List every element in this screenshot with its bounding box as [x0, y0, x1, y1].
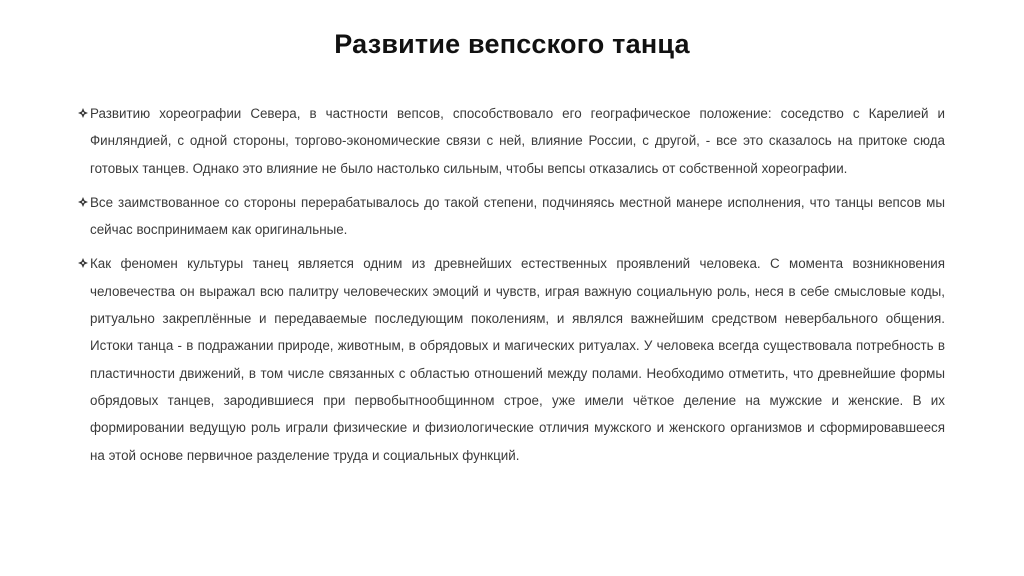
slide-title: Развитие вепсского танца: [334, 29, 690, 59]
diamond-bullet-icon: [78, 250, 90, 277]
bullet-item: [78, 189, 945, 244]
bullet-item: [78, 100, 945, 182]
bullet-item: [78, 250, 945, 468]
bullet-text: Как феномен культуры танец является одним из древнейших естественных проявлений человека. С момента возникновения человечества он выражал всю палитру человеческих эмоций и чувств, играя важную социальную роль, неся в себе смысловые коды, ритуально закреплённые и передаваемые последующим поколениям, и являлся важнейшим средством невербального общения. Истоки танца - в подражании природе, животным, в обрядовых и магических ритуалах. У человека всегда существовала потребность в пластичности движений, в том числе связанных с областью отношений между полами. Необходимо отметить, что древнейшие формы обрядовых танцев, зародившиеся при первобытнообщинном строе, уже имели чёткое деление на мужские и женские. В их формировании ведущую роль играли физические и физиологические отличия мужского и женского организмов и сформировавшееся на этой основе первичное разделение труда и социальных функций.: [90, 256, 945, 463]
bullet-text: Все заимствованное со стороны перерабатывалось до такой степени, подчиняясь местной манере исполнения, что танцы вепсов мы сейчас воспринимаем как оригинальные.: [90, 194, 945, 238]
diamond-bullet-icon: [78, 189, 90, 216]
bullet-text: Развитию хореографии Севера, в частности вепсов, способствовало его географическое положение: соседство с Карелией и Финляндией, с одной стороны, торгово-экономические связи с ней, влияние России, с другой, - все это сказалось на притоке сюда готовых танцев. Однако это влияние не было настолько сильным, чтобы вепсы отказались от собственной хореографии.: [90, 106, 945, 176]
diamond-bullet-icon: [78, 100, 90, 127]
bullet-list: [78, 100, 945, 476]
